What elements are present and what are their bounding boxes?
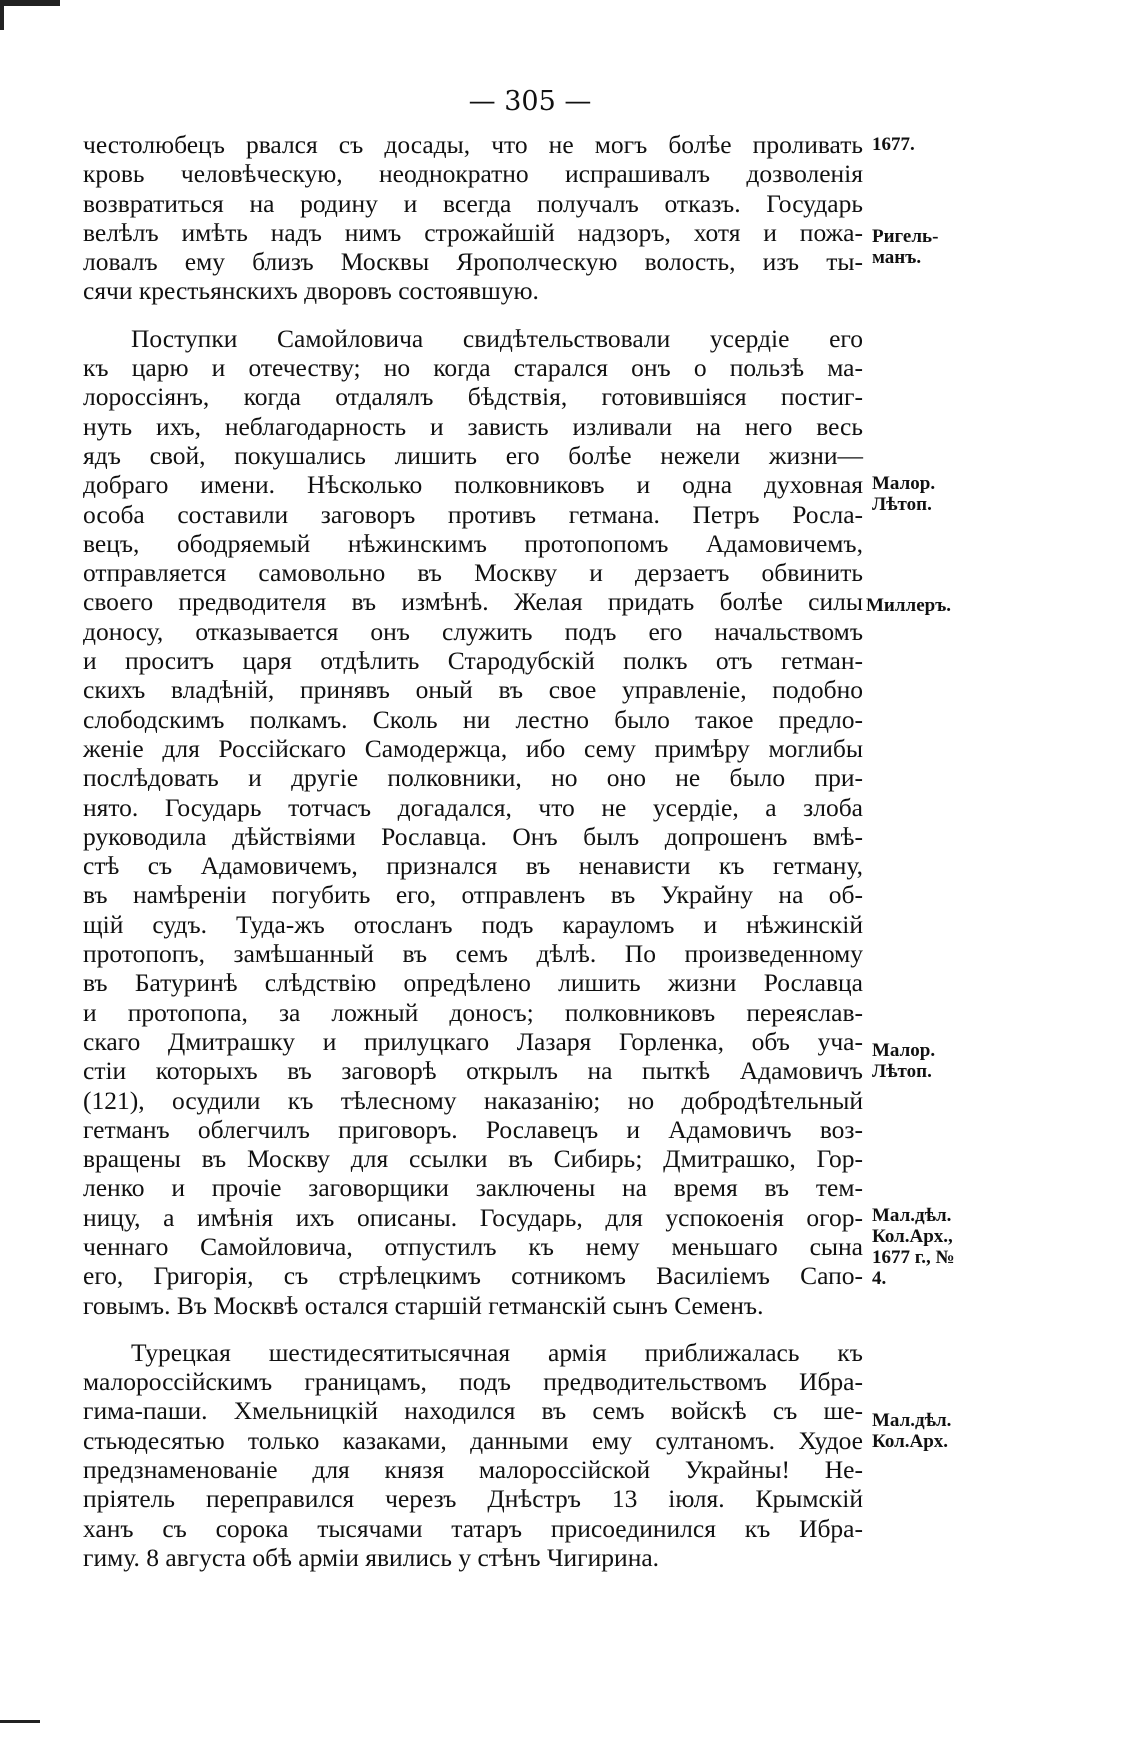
text-line: въ Батуринѣ слѣдствію опредѣлено лишить жизни Рославца	[83, 968, 863, 998]
margin-note-malor-letop-2: Малор. Лѣтоп.	[872, 1040, 936, 1082]
text-line: говымъ. Въ Москвѣ остался старшій гетманскій сынъ Семенъ.	[83, 1290, 764, 1320]
text-line: нуть ихъ, неблагодарность и зависть изливали на него весь	[83, 411, 863, 441]
text-line: руководила дѣйствіями Рославца. Онъ былъ допрошенъ вмѣ-	[83, 821, 863, 851]
text-line: пріятель переправился черезъ Днѣстръ 13 іюля. Крымскій	[83, 1484, 863, 1514]
margin-note-year: 1677.	[872, 134, 915, 155]
text-line: послѣдовать и другіе полковники, но оно не было при-	[83, 763, 863, 793]
text-line: женіе для Россійскаго Самодержца, ибо сему примѣру моглибы	[83, 733, 863, 763]
text-line: ченнаго Самойловича, отпустилъ къ нему меньшаго сына	[83, 1231, 863, 1261]
text-line: стьюдесятью только казаками, данными ему султаномъ. Худое	[83, 1425, 863, 1455]
margin-note-miller: Миллеръ.	[866, 595, 952, 616]
text-line: Турецкая шестидесятитысячная армія приближалась къ	[131, 1337, 863, 1367]
text-line: ленко и прочіе заговорщики заключены на время въ тем-	[83, 1173, 863, 1203]
text-line: Поступки Самойловича свидѣтельствовали усердіе его	[131, 323, 863, 353]
text-line: и протопопа, за ложный доносъ; полковниковъ переяслав-	[83, 997, 863, 1027]
text-line: щій судъ. Туда-жъ отосланъ подъ карауломъ и нѣжинскій	[83, 909, 863, 939]
margin-note-archive: Мал.дѣл. Кол.Арх.	[872, 1410, 952, 1452]
margin-note-malor-letop-1: Малор. Лѣтоп.	[872, 473, 936, 515]
text-line: добраго имени. Нѣсколько полковниковъ и одна духовная	[83, 470, 863, 500]
margin-note-archive-1677: Мал.дѣл. Кол.Арх., 1677 г., № 4.	[872, 1205, 955, 1289]
text-line: отправляется самовольно въ Москву и дерзаетъ обвинить	[83, 558, 863, 588]
text-line: кровь человѣческую, неоднократно испрашивалъ дозволенія	[83, 159, 863, 189]
text-line: протопопъ, замѣшанный въ семъ дѣлѣ. По произведенному	[83, 939, 863, 969]
text-line: велѣлъ имѣть надъ нимъ строжайшій надзоръ, хотя и пожа-	[83, 217, 863, 247]
text-line: гетманъ облегчилъ приговоръ. Рославецъ и Адамовичъ воз-	[83, 1114, 863, 1144]
text-line: сячи крестьянскихъ дворовъ состоявшую.	[83, 276, 539, 306]
text-line: и проситъ царя отдѣлить Стародубскій полкъ отъ гетман-	[83, 646, 863, 676]
text-line: возвратиться на родину и всегда получалъ отказъ. Государь	[83, 188, 863, 218]
paragraph-1	[83, 130, 863, 306]
scan-edge-left	[0, 0, 4, 30]
text-line: ницу, а имѣнія ихъ описаны. Государь, для успокоенія огор-	[83, 1202, 863, 1232]
text-line: особа составили заговоръ противъ гетмана. Петръ Росла-	[83, 499, 863, 529]
text-column	[83, 130, 863, 1576]
text-line: вецъ, ободряемый нѣжинскимъ протопопомъ Адамовичемъ,	[83, 528, 863, 558]
text-line: вращены въ Москву для ссылки въ Сибирь; Дмитрашко, Гор-	[83, 1144, 863, 1174]
text-line: лороссіянъ, когда отдалялъ бѣдствія, готовившіяся постиг-	[83, 382, 863, 412]
text-line: стіи которыхъ въ заговорѣ открылъ на пыткѣ Адамовичъ	[83, 1056, 863, 1086]
text-line: своего предводителя въ измѣнѣ. Желая придать болѣе силы	[83, 587, 863, 617]
text-line: ядъ свой, покушались лишить его болѣе нежели жизни—	[83, 440, 863, 470]
margin-note-rigelman: Ригель-манъ.	[872, 226, 939, 268]
scan-edge-bottom-left	[0, 1720, 40, 1723]
paragraph-2	[83, 324, 863, 1320]
text-line: скихъ владѣній, принявъ оный въ свое управленіе, подобно	[83, 675, 863, 705]
scan-edge-top	[0, 0, 60, 6]
text-line: къ царю и отечеству; но когда старался онъ о пользѣ ма-	[83, 353, 863, 383]
text-line: гима-паши. Хмельницкій находился въ семъ войскѣ съ ше-	[83, 1396, 863, 1426]
text-line: скаго Дмитрашку и прилуцкаго Лазаря Горленка, объ уча-	[83, 1026, 863, 1056]
text-line: честолюбецъ рвался съ досады, что не могъ болѣе проливать	[83, 130, 863, 159]
text-line: нято. Государь тотчасъ догадался, что не усердіе, а злоба	[83, 792, 863, 822]
text-line: ханъ съ сорока тысячами татаръ присоединился къ Ибра-	[83, 1513, 863, 1543]
text-line: доносу, отказывается онъ служить подъ его начальствомъ	[83, 616, 863, 646]
text-line: ловалъ ему близъ Москвы Ярополческую волость, изъ ты-	[83, 247, 863, 277]
text-line: малороссійскимъ границамъ, подъ предводительствомъ Ибра-	[83, 1367, 863, 1397]
text-line: (121), осудили къ тѣлесному наказанію; но добродѣтельный	[83, 1085, 863, 1115]
page-number: — 305 —	[468, 86, 592, 117]
paragraph-3	[83, 1338, 863, 1572]
text-line: слободскимъ полкамъ. Сколь ни лестно было такое предло-	[83, 704, 863, 734]
text-line: его, Григорія, съ стрѣлецкимъ сотникомъ Василіемъ Сапо-	[83, 1261, 863, 1291]
text-line: предзнаменованіе для князя малороссійской Украйны! Не-	[83, 1455, 863, 1485]
text-line: гиму. 8 августа обѣ арміи явились у стѣнъ Чигирина.	[83, 1542, 660, 1572]
text-line: въ намѣреніи погубить его, отправленъ въ Украйну на об-	[83, 880, 863, 910]
text-line: стѣ съ Адамовичемъ, признался въ ненависти къ гетману,	[83, 851, 863, 881]
